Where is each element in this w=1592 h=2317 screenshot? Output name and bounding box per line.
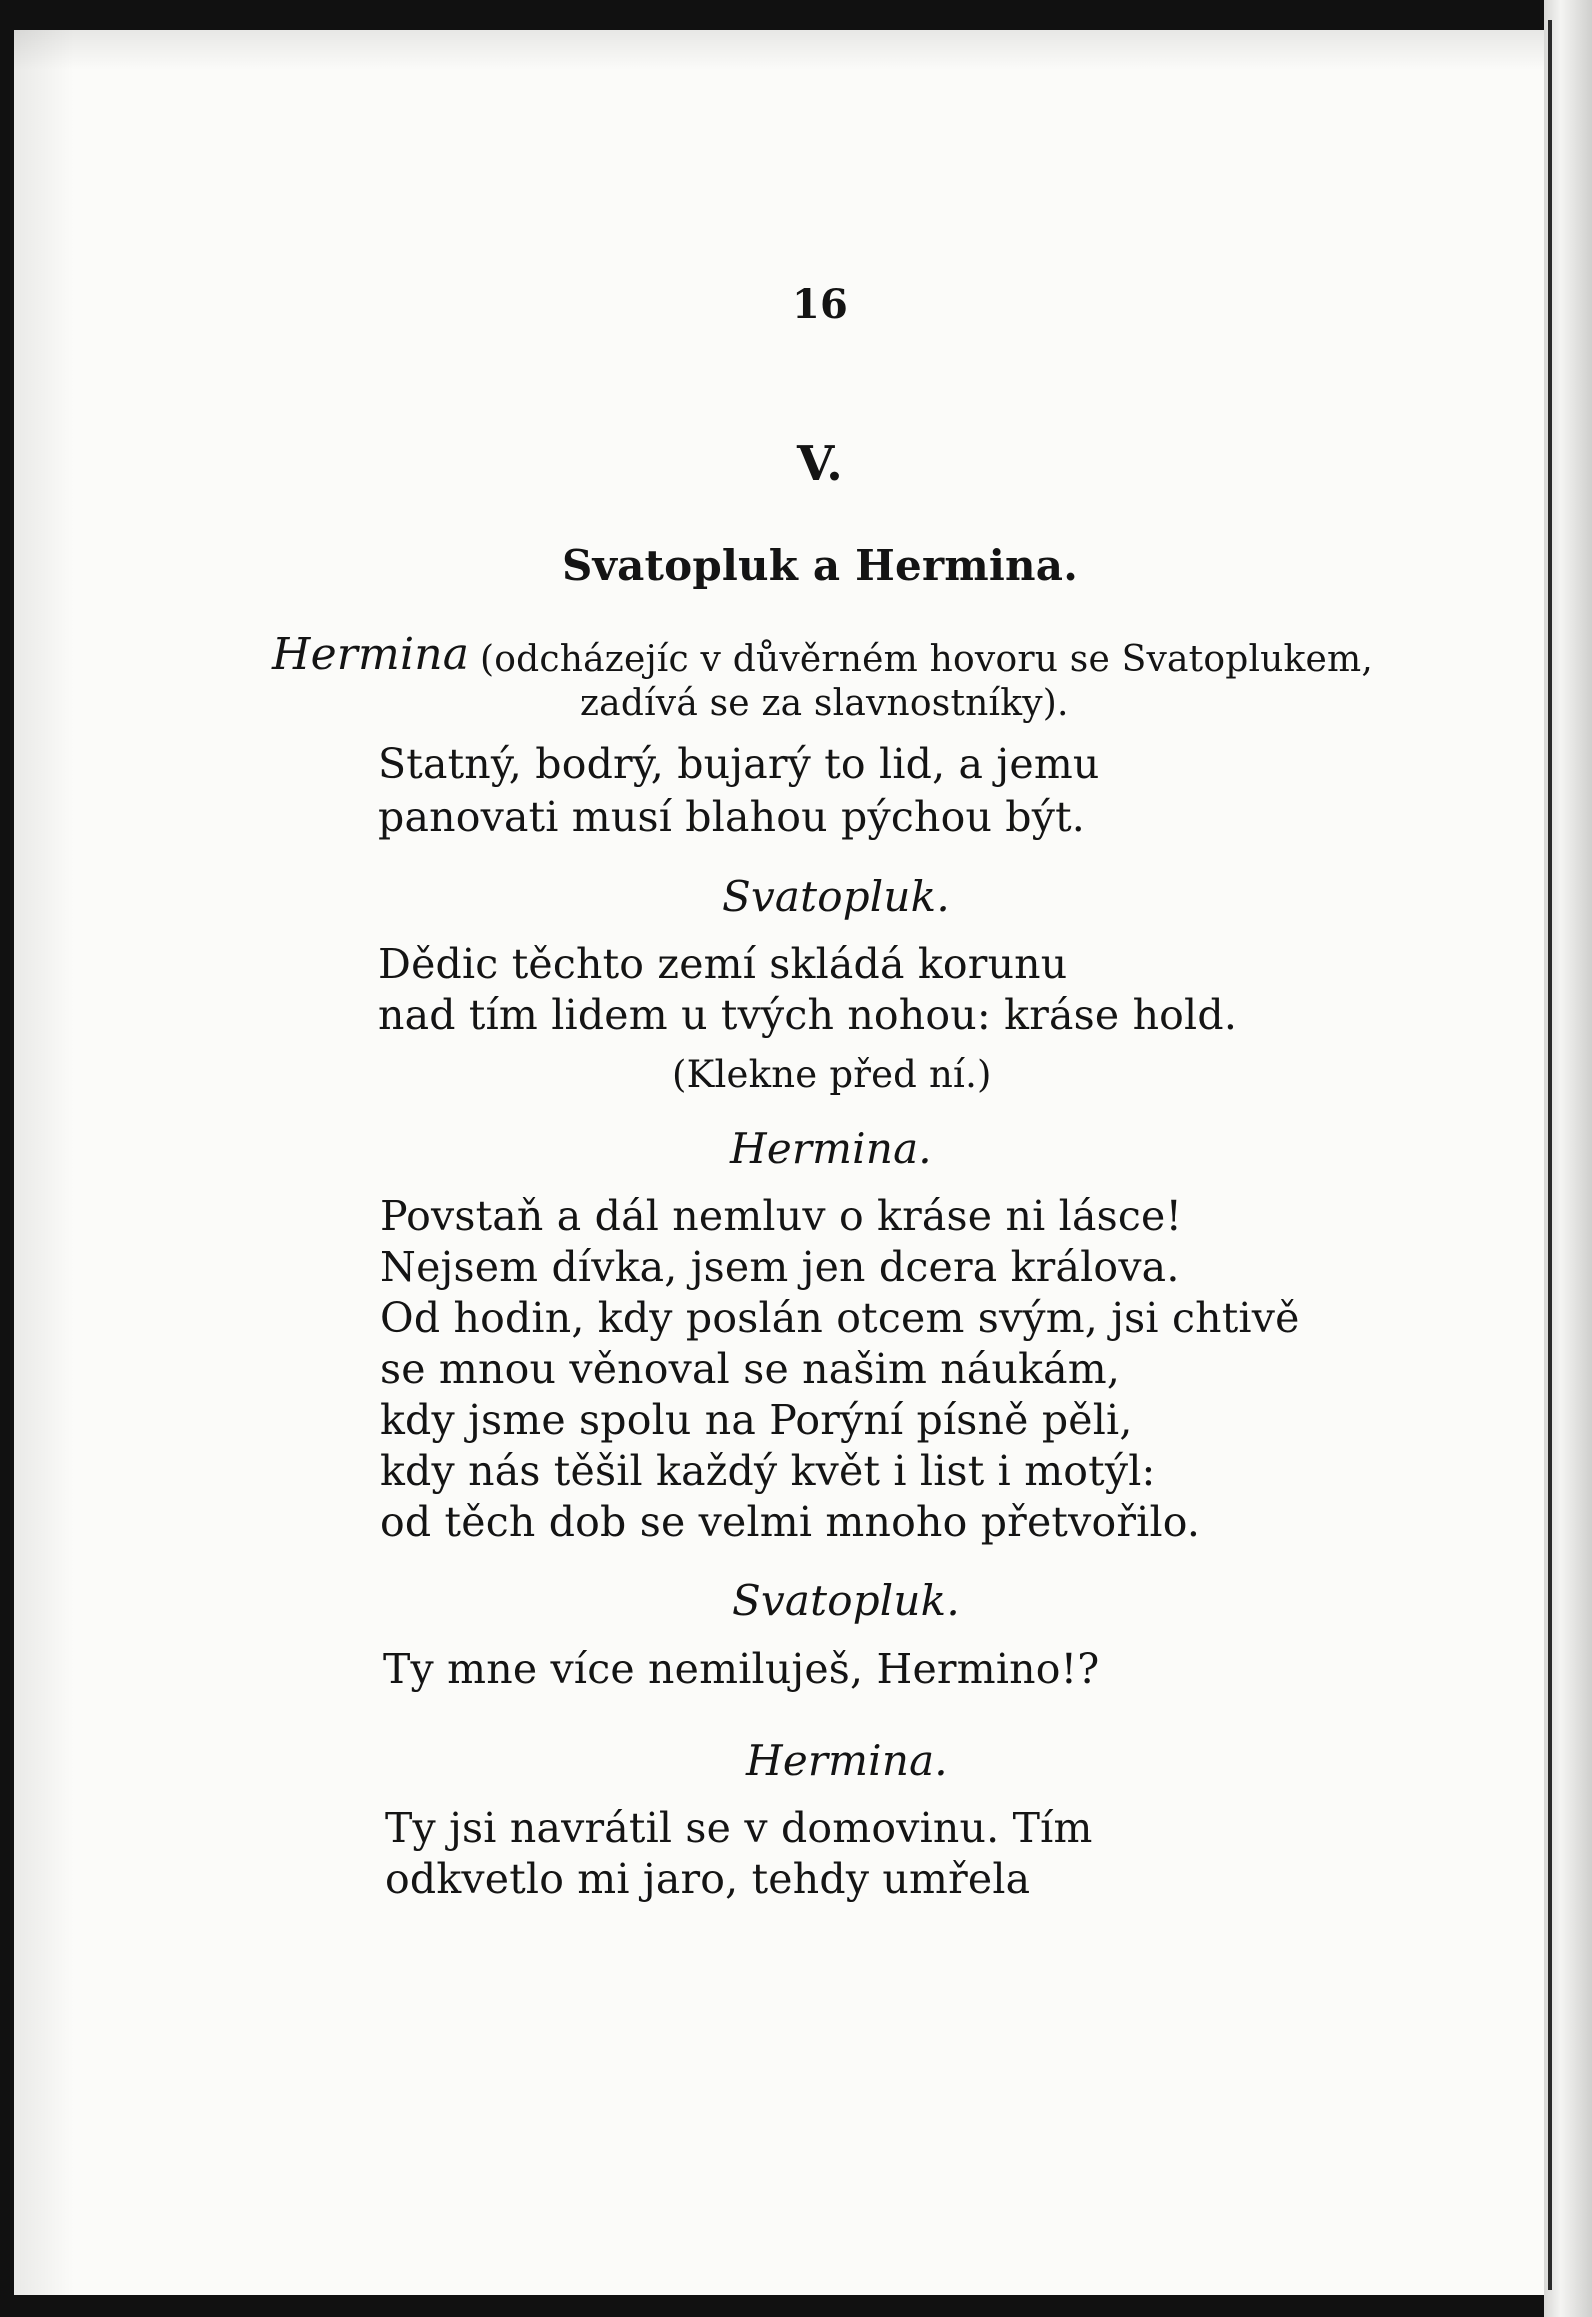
verse-line: nad tím lidem u tvých nohou: kráse hold. [378,991,1238,1039]
book-spine-line [1548,20,1552,2290]
page-shadow-left [14,30,74,2295]
stage-direction-line1: (odcházejíc v důvěrném hovoru se Svatoplukem, [480,639,1374,680]
page-number: 16 [791,281,849,328]
verse-line: od těch dob se velmi mnoho přetvořilo. [380,1498,1201,1546]
verse-line: Nejsem dívka, jsem jen dcera králova. [380,1243,1180,1291]
speaker-hermina: Hermina. [730,1124,932,1173]
verse-line: Statný, bodrý, bujarý to lid, a jemu [378,740,1100,788]
stage-direction: (Klekne před ní.) [672,1053,992,1096]
verse-line: Od hodin, kdy poslán otcem svým, jsi chtivě [380,1294,1300,1342]
verse-line: Ty mne více nemiluješ, Hermino!? [383,1645,1100,1693]
verse-line: kdy jsme spolu na Porýní písně pěli, [380,1396,1133,1444]
verse-line: kdy nás těšil každý květ i list i motýl: [380,1447,1156,1495]
speaker-svatopluk: Svatopluk. [722,872,950,921]
speaker-svatopluk: Svatopluk. [732,1576,960,1625]
verse-line: se mnou věnoval se našim náukám, [380,1345,1121,1393]
verse-line: Ty jsi navrátil se v domovinu. Tím [385,1804,1093,1852]
page-shadow-top [14,30,1544,70]
speaker-hermina: Hermina. [746,1736,948,1785]
scene-title: Svatopluk a Hermina. [561,541,1079,590]
verse-line: Dědic těchto zemí skládá korunu [378,940,1068,988]
stage-direction-line2: zadívá se za slavnostníky). [580,683,1069,724]
verse-line: Povstaň a dál nemluv o kráse ni lásce! [380,1192,1183,1240]
speaker-hermina-opening: Hermina [272,629,470,680]
act-number: V. [797,436,843,492]
verse-line: panovati musí blahou pýchou být. [378,793,1086,841]
verse-line: odkvetlo mi jaro, tehdy umřela [385,1855,1031,1903]
